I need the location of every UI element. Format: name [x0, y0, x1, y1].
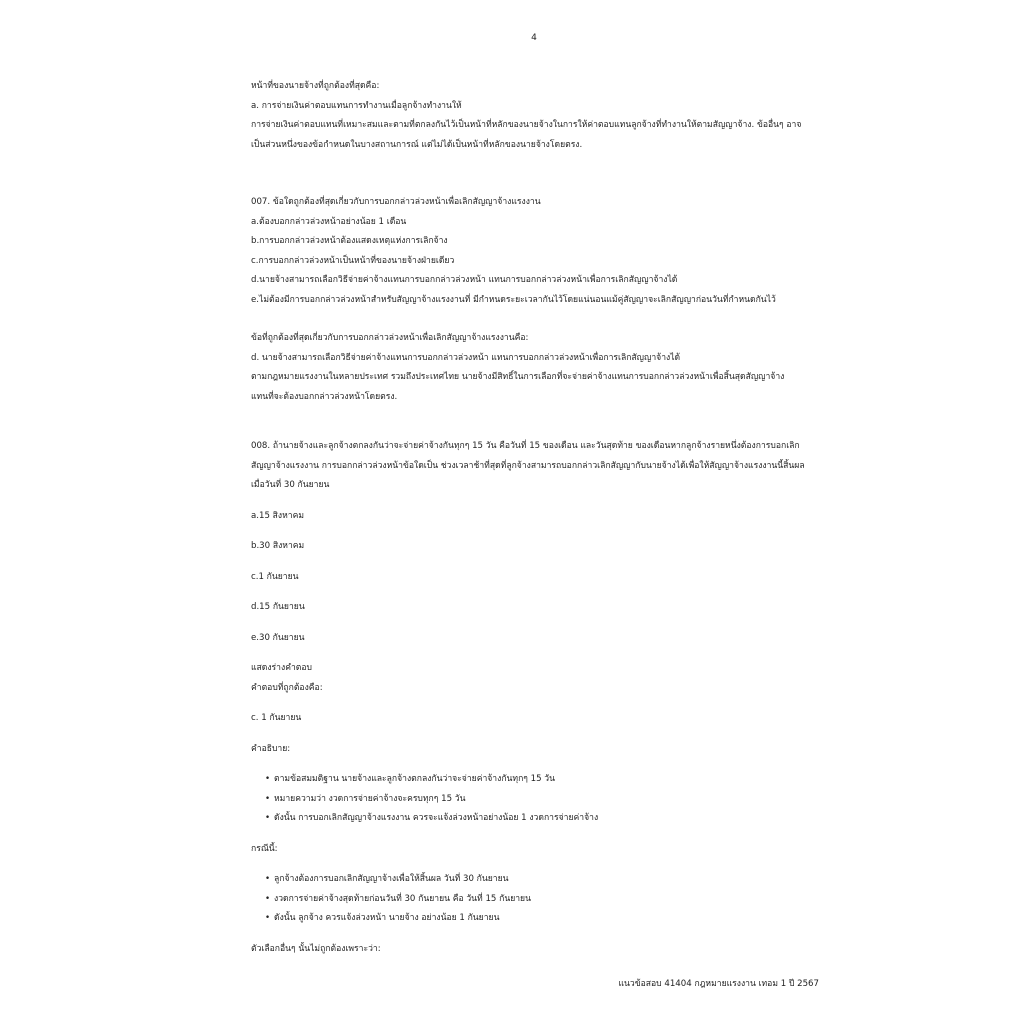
list-item: • ดังนั้น การบอกเลิกสัญญาจ้างแรงงาน ควรจะแจ้งล่วงหน้าอย่างน้อย 1 งวดการจ่ายค่าจ้าง — [251, 809, 831, 829]
list-item: • ตามข้อสมมติฐาน นายจ้างและลูกจ้างตกลงกันว่าจะจ่ายค่าจ้างกันทุกๆ 15 วัน — [251, 770, 831, 790]
q007-option-a: a.ต้องบอกกล่าวล่วงหน้าอย่างน้อย 1 เดือน — [251, 216, 407, 227]
list-item: • ลูกจ้างต้องการบอกเลิกสัญญาจ้างเพื่อให้สิ้นผล วันที่ 30 กันยายน — [251, 870, 831, 890]
q008-option-c: c.1 กันยายน — [251, 571, 299, 582]
q008-case-list — [251, 870, 831, 929]
q008-others-heading: ตัวเลือกอื่นๆ นั้นไม่ถูกต้องเพราะว่า: — [251, 943, 381, 954]
prev-explanation-line: เป็นส่วนหนึ่งของข้อกำหนดในบางสถานการณ์ แต่ไม่ได้เป็นหน้าที่หลักของนายจ้างโดยตรง. — [251, 139, 583, 150]
document-content — [251, 77, 831, 959]
list-item: • ดังนั้น ลูกจ้าง ควรแจ้งล่วงหน้า นายจ้าง อย่างน้อย 1 กันยายน — [251, 909, 831, 929]
q008-answer: c. 1 กันยายน — [251, 713, 302, 723]
q008-explanation-heading: คำอธิบาย: — [251, 743, 291, 754]
prev-explanation-line: การจ่ายเงินค่าตอบแทนที่เหมาะสมและตามที่ตกลงกันไว้เป็นหน้าที่หลักของนายจ้างในการให้ค่าตอบแทนลูกจ้างที่ทำงานให้ตามสัญญาจ้าง. ข้ออื่นๆ อาจ — [251, 120, 802, 130]
prev-answer-heading: หน้าที่ของนายจ้างที่ถูกต้องที่สุดคือ: — [251, 81, 380, 91]
question-007: 007. ข้อใดถูกต้องที่สุดเกี่ยวกับการบอกกล่าวล่วงหน้าเพื่อเลิกสัญญาจ้างแรงงาน — [251, 197, 541, 207]
page-footer: แนวข้อสอบ 41404 กฎหมายแรงงาน เทอม 1 ปี 2567 — [618, 979, 819, 989]
show-answer-link[interactable]: แสดงร่างคำตอบ — [251, 663, 312, 673]
page-number: 4 — [531, 33, 537, 43]
q007-explanation-line: ตามกฎหมายแรงงานในหลายประเทศ รวมถึงประเทศไทย นายจ้างมีสิทธิ์ในการเลือกที่จะจ่ายค่าจ้างแทนการบอกกล่าวล่วงหน้าเพื่อสิ้นสุดสัญญาจ้าง — [251, 372, 785, 382]
q007-option-b: b.การบอกกล่าวล่วงหน้าต้องแสดงเหตุแห่งการเลิกจ้าง — [251, 236, 448, 246]
prev-answer: a. การจ่ายเงินค่าตอบแทนการทำงานเมื่อลูกจ้างทำงานให้ — [251, 100, 462, 111]
question-008-line: 008. ถ้านายจ้างและลูกจ้างตกลงกันว่าจะจ่ายค่าจ้างกันทุกๆ 15 วัน คือวันที่ 15 ของเดือน และวันสุดท้าย ของเดือนหากลูกจ้างรายหนึ่งต้องการบอกเลิก — [251, 441, 800, 451]
list-item: • งวดการจ่ายค่าจ้างสุดท้ายก่อนวันที่ 30 กันยายน คือ วันที่ 15 กันยายน — [251, 890, 831, 910]
question-008-line: สัญญาจ้างแรงงาน การบอกกล่าวล่วงหน้าข้อใดเป็น ช่วงเวลาช้าที่สุดที่ลูกจ้างสามารถบอกกล่าวเลิกสัญญากับนายจ้างได้เพื่อให้สัญญาจ้างแรงงานนี้สิ้นผล — [251, 460, 805, 471]
q008-case-heading: กรณีนี้: — [251, 843, 278, 854]
list-item: • หมายความว่า งวดการจ่ายค่าจ้างจะครบทุกๆ 15 วัน — [251, 790, 831, 810]
q007-answer-heading: ข้อที่ถูกต้องที่สุดเกี่ยวกับการบอกกล่าวล่วงหน้าเพื่อเลิกสัญญาจ้างแรงงานคือ: — [251, 333, 529, 343]
q008-answer-heading: คำตอบที่ถูกต้องคือ: — [251, 682, 323, 693]
q008-option-a: a.15 สิงหาคม — [251, 510, 305, 521]
q007-explanation-line: แทนที่จะต้องบอกกล่าวล่วงหน้าโดยตรง. — [251, 391, 398, 402]
question-008-line: เมื่อวันที่ 30 กันยายน — [251, 480, 330, 490]
q007-option-c: c.การบอกกล่าวล่วงหน้าเป็นหน้าที่ของนายจ้างฝ่ายเดียว — [251, 255, 455, 266]
q008-explanation-list — [251, 770, 831, 829]
q007-option-d: d.นายจ้างสามารถเลือกวิธีจ่ายค่าจ้างแทนการบอกกล่าวล่วงหน้า แทนการบอกกล่าวล่วงหน้าเพื่อการเลิกสัญญาจ้างได้ — [251, 275, 678, 285]
q008-option-b: b.30 สิงหาคม — [251, 541, 305, 551]
q007-option-e: e.ไม่ต้องมีการบอกกล่าวล่วงหน้าสำหรับสัญญาจ้างแรงงานที่ มีกำหนดระยะเวลากันไว้โดยแน่นอนแม้คู่สัญญาจะเลิกสัญญาก่อนวันที่กำหนดกันไว้ — [251, 294, 776, 305]
q007-answer: d. นายจ้างสามารถเลือกวิธีจ่ายค่าจ้างแทนการบอกกล่าวล่วงหน้า แทนการบอกกล่าวล่วงหน้าเพื่อการเลิกสัญญาจ้างได้ — [251, 352, 681, 363]
q008-option-d: d.15 กันยายน — [251, 602, 305, 612]
q008-option-e: e.30 กันยายน — [251, 632, 305, 643]
